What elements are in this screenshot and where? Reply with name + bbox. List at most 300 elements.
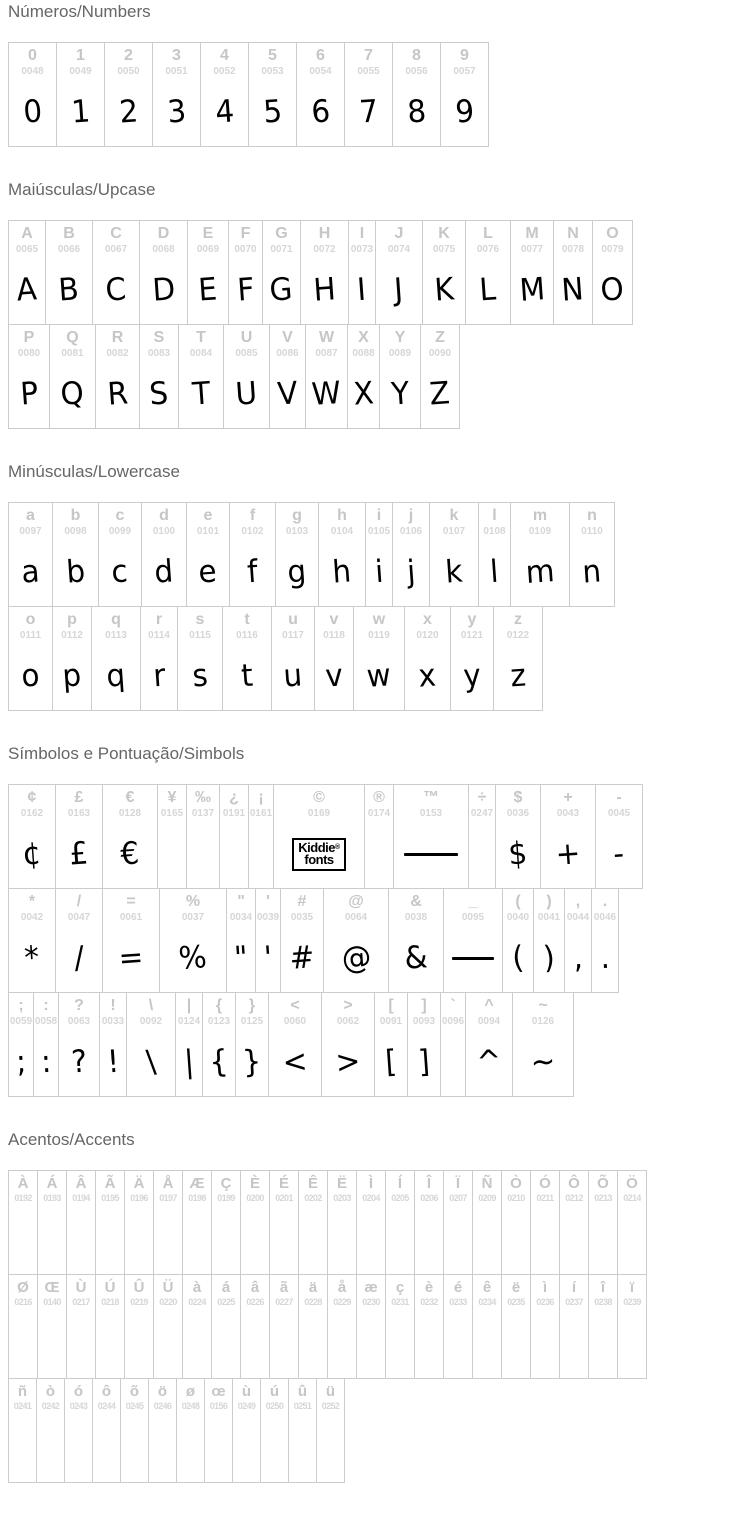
char-code: 0063 xyxy=(67,1016,91,1027)
char-code: 0239 xyxy=(623,1297,641,1307)
char-code: 0233 xyxy=(449,1297,467,1307)
glyph-row xyxy=(8,1274,730,1379)
char-label: | xyxy=(186,997,192,1014)
cell-head xyxy=(415,1275,443,1309)
char-code: 0056 xyxy=(405,66,428,77)
cell-head xyxy=(96,1171,124,1205)
cell-head xyxy=(408,993,440,1028)
glyph-area xyxy=(212,1205,240,1274)
cell-head xyxy=(205,1379,232,1413)
glyph-area xyxy=(415,1205,443,1274)
char-code: 0205 xyxy=(391,1193,409,1203)
char-code: 0124 xyxy=(177,1016,201,1027)
cell-head xyxy=(513,993,573,1028)
char-label: À xyxy=(17,1175,29,1192)
char-label: í xyxy=(571,1279,577,1296)
cell-head xyxy=(125,1171,153,1205)
glyph-character: \ xyxy=(144,1043,158,1080)
glyph-cell xyxy=(559,1170,589,1275)
char-code: 0112 xyxy=(61,630,83,641)
glyph-area xyxy=(366,538,392,606)
glyph-cell xyxy=(66,1274,96,1379)
char-code: 0220 xyxy=(159,1297,177,1307)
char-label: X xyxy=(358,329,369,346)
glyph-cell xyxy=(414,1274,444,1379)
char-code: 0069 xyxy=(196,244,220,255)
glyph-area xyxy=(224,360,269,428)
char-code: 0054 xyxy=(309,66,332,77)
char-code: 0237 xyxy=(565,1297,583,1307)
glyph-character: z xyxy=(508,657,527,694)
cell-head xyxy=(473,1171,501,1205)
char-label: B xyxy=(63,225,75,242)
glyph-row xyxy=(8,1378,730,1483)
glyph-character: w xyxy=(365,656,393,695)
cell-head xyxy=(263,221,300,256)
char-label: Ò xyxy=(510,1175,522,1192)
cell-head xyxy=(270,1171,298,1205)
cell-head xyxy=(67,1275,95,1309)
char-label: d xyxy=(159,507,169,524)
char-code: 0111 xyxy=(19,630,42,641)
char-code: 0241 xyxy=(13,1401,32,1411)
cell-head xyxy=(534,889,564,924)
char-code: 0236 xyxy=(536,1297,554,1307)
glyph-cell xyxy=(379,324,421,429)
glyph-area xyxy=(183,1309,211,1378)
glyph-cell xyxy=(152,42,201,147)
cell-head xyxy=(38,1171,66,1205)
glyph-area xyxy=(158,820,186,888)
char-code: 0203 xyxy=(333,1193,351,1203)
char-label: 5 xyxy=(268,47,277,64)
char-code: 0195 xyxy=(101,1193,119,1203)
glyph-character: F xyxy=(235,270,256,309)
char-code: 0059 xyxy=(9,1016,33,1027)
char-code: 0041 xyxy=(537,912,561,923)
char-label: = xyxy=(126,893,136,910)
glyph-area xyxy=(444,1309,472,1378)
glyph-area xyxy=(503,924,533,992)
char-code: 0072 xyxy=(313,244,336,255)
char-label: 9 xyxy=(460,47,469,64)
cell-head xyxy=(220,785,248,820)
char-label: Ø xyxy=(17,1279,29,1296)
char-label: 4 xyxy=(220,47,229,64)
char-label: € xyxy=(125,789,135,806)
glyph-cell xyxy=(104,42,153,147)
glyph-cell xyxy=(229,502,276,607)
glyph-character: L xyxy=(478,270,498,309)
cell-head xyxy=(565,889,591,924)
cell-head xyxy=(444,889,502,924)
cell-head xyxy=(227,889,255,924)
glyph-character: e xyxy=(197,552,219,591)
glyph-area xyxy=(272,642,314,710)
glyph-area xyxy=(405,642,450,710)
glyph-cell xyxy=(182,1170,212,1275)
glyph-area xyxy=(212,1309,240,1378)
glyph-area xyxy=(502,1309,530,1378)
glyph-character: } xyxy=(241,1042,263,1081)
glyph-cell xyxy=(177,606,223,711)
glyph-area xyxy=(142,538,186,606)
char-code: 0043 xyxy=(556,808,580,819)
glyph-cell xyxy=(440,992,466,1097)
char-code: 0090 xyxy=(428,348,452,359)
glyph-area xyxy=(154,1205,182,1274)
char-code: 0108 xyxy=(483,526,506,537)
glyph-character: Z xyxy=(428,374,452,413)
cell-head xyxy=(99,503,141,538)
cell-head xyxy=(473,1275,501,1309)
glyph-cell xyxy=(300,220,349,325)
char-code: 0212 xyxy=(565,1193,583,1203)
char-label: } xyxy=(248,997,256,1014)
char-code: 0033 xyxy=(101,1016,125,1027)
glyph-character: 2 xyxy=(117,92,140,131)
cell-head xyxy=(127,993,175,1028)
glyph-cell xyxy=(501,1170,531,1275)
char-code: 0051 xyxy=(165,66,188,77)
char-label: è xyxy=(424,1279,434,1296)
glyph-area xyxy=(297,78,344,146)
char-label: [ xyxy=(388,997,394,1014)
glyph-area xyxy=(93,1413,120,1482)
glyph-cell xyxy=(260,1378,289,1483)
char-label: P xyxy=(23,329,35,346)
char-code: 0174 xyxy=(367,808,391,819)
glyph-area xyxy=(153,78,200,146)
char-code: 0193 xyxy=(43,1193,61,1203)
glyph-character: y xyxy=(462,656,482,695)
glyph-cell xyxy=(153,1170,183,1275)
glyph-area xyxy=(592,924,618,992)
char-label: \ xyxy=(148,997,154,1014)
glyph-area xyxy=(349,256,375,324)
glyph-cell xyxy=(141,502,187,607)
cell-head xyxy=(306,325,347,360)
glyph-cell xyxy=(49,324,96,429)
char-code: 0117 xyxy=(282,630,304,641)
glyph-area xyxy=(389,924,443,992)
glyph-row xyxy=(8,502,730,607)
cell-head xyxy=(274,785,364,820)
glyph-cell xyxy=(323,888,389,993)
cell-head xyxy=(201,43,248,78)
char-label: å xyxy=(337,1279,347,1296)
glyph-cell xyxy=(414,1170,444,1275)
char-label: - xyxy=(616,789,622,806)
glyph-area xyxy=(263,256,300,324)
cell-head xyxy=(46,221,92,256)
glyph-cell xyxy=(533,888,565,993)
glyph-cell xyxy=(592,220,633,325)
char-label: Æ xyxy=(189,1175,205,1192)
char-code: 0087 xyxy=(315,348,338,359)
glyph-cell xyxy=(58,992,100,1097)
char-label: ó xyxy=(73,1383,84,1400)
char-label: Õ xyxy=(597,1175,609,1192)
glyph-area xyxy=(315,642,353,710)
char-label: + xyxy=(563,789,573,806)
char-label: ø xyxy=(185,1383,196,1400)
char-label: Ú xyxy=(104,1279,116,1296)
cell-head xyxy=(92,607,140,642)
glyph-cell xyxy=(8,784,56,889)
char-code: 0071 xyxy=(270,244,293,255)
cell-head xyxy=(34,993,58,1028)
glyph-character: D xyxy=(150,270,177,309)
glyph-area xyxy=(59,1028,99,1096)
glyph-cell xyxy=(37,1274,67,1379)
cell-head xyxy=(103,889,159,924)
char-label: S xyxy=(153,329,165,346)
glyph-area xyxy=(394,820,468,888)
char-label: i xyxy=(376,507,382,524)
char-label: a xyxy=(26,507,35,524)
glyph-cell xyxy=(288,1378,317,1483)
char-code: 0204 xyxy=(362,1193,380,1203)
char-code: 0042 xyxy=(20,912,44,923)
char-label: # xyxy=(297,893,307,910)
cell-head xyxy=(272,607,314,642)
glyph-cell xyxy=(95,1170,125,1275)
char-code: 0076 xyxy=(476,244,500,255)
glyph-area xyxy=(274,820,364,888)
glyph-cell xyxy=(269,1170,299,1275)
glyph-area xyxy=(53,642,91,710)
cell-head xyxy=(315,607,353,642)
glyph-area xyxy=(9,1205,37,1274)
char-code: 0055 xyxy=(357,66,380,77)
glyph-character: M xyxy=(518,270,546,309)
glyph-character: = xyxy=(117,938,145,977)
char-code: 0247 xyxy=(470,808,494,819)
kiddie-fonts-logo xyxy=(292,838,345,871)
char-label: ú xyxy=(269,1383,280,1400)
char-label: ( xyxy=(515,893,521,910)
char-code: 0122 xyxy=(506,630,530,641)
cell-head xyxy=(37,1379,64,1413)
char-label: M xyxy=(525,225,539,242)
char-label: ) xyxy=(546,893,552,910)
glyph-cell xyxy=(385,1170,415,1275)
char-label: y xyxy=(467,611,477,628)
char-label: k xyxy=(449,507,459,524)
cell-head xyxy=(241,1171,269,1205)
char-label: x xyxy=(423,611,432,628)
glyph-character: : xyxy=(39,1043,53,1080)
char-label: / xyxy=(76,893,82,910)
glyph-area xyxy=(92,642,140,710)
char-label: , xyxy=(575,893,581,910)
glyph-area xyxy=(140,256,187,324)
char-code: 0234 xyxy=(478,1297,496,1307)
section-2 xyxy=(8,462,730,711)
char-code: 0231 xyxy=(391,1297,409,1307)
char-label: c xyxy=(115,507,125,524)
glyph-character: 8 xyxy=(405,92,428,131)
cell-head xyxy=(9,325,49,360)
glyph-area xyxy=(511,256,553,324)
char-code: 0067 xyxy=(104,244,128,255)
cell-head xyxy=(380,325,420,360)
glyph-cell xyxy=(66,1170,96,1275)
cell-head xyxy=(393,43,440,78)
glyph-cell xyxy=(296,42,345,147)
char-code: 0210 xyxy=(507,1193,525,1203)
glyph-character: Y xyxy=(389,374,411,413)
char-label: Ê xyxy=(307,1175,318,1192)
glyph-area xyxy=(393,538,429,606)
cell-head xyxy=(241,1275,269,1309)
glyph-area xyxy=(205,1413,232,1482)
glyph-area xyxy=(502,1205,530,1274)
glyph-area xyxy=(375,1028,407,1096)
glyph-cell xyxy=(564,888,592,993)
char-code: 0099 xyxy=(108,526,132,537)
glyph-area xyxy=(596,820,642,888)
char-label: Ñ xyxy=(481,1175,493,1192)
cell-head xyxy=(261,1379,288,1413)
char-code: 0123 xyxy=(207,1016,231,1027)
glyph-cell xyxy=(271,606,315,711)
glyph-cell xyxy=(530,1274,560,1379)
cell-head xyxy=(441,993,465,1028)
glyph-character: u xyxy=(282,656,304,695)
glyph-cell xyxy=(617,1170,647,1275)
cell-head xyxy=(9,1171,37,1205)
glyph-cell xyxy=(200,42,249,147)
cell-head xyxy=(348,325,379,360)
cell-head xyxy=(469,785,495,820)
section-4 xyxy=(8,1130,730,1483)
cell-head xyxy=(236,993,268,1028)
glyph-row xyxy=(8,888,730,993)
glyph-character: ¢ xyxy=(21,834,43,873)
cell-head xyxy=(430,503,478,538)
glyph-area xyxy=(249,820,273,888)
glyph-cell xyxy=(472,1170,502,1275)
char-code: 0060 xyxy=(283,1016,307,1027)
glyph-cell xyxy=(8,606,53,711)
char-code: 0052 xyxy=(213,66,236,77)
glyph-area xyxy=(469,820,495,888)
glyph-character: ? xyxy=(69,1042,89,1081)
glyph-area xyxy=(187,538,229,606)
cell-head xyxy=(386,1171,414,1205)
glyph-character: > xyxy=(334,1042,362,1081)
char-code: 0128 xyxy=(118,808,142,819)
char-label: & xyxy=(410,893,422,910)
glyph-cell xyxy=(186,784,220,889)
cell-head xyxy=(59,993,99,1028)
glyph-character: ' xyxy=(262,939,274,976)
char-label: w xyxy=(372,611,386,628)
char-label: 6 xyxy=(316,47,325,64)
char-code: 0192 xyxy=(14,1193,32,1203)
glyph-cell xyxy=(316,1378,345,1483)
glyph-cell xyxy=(305,324,348,429)
glyph-character: K xyxy=(433,270,455,309)
cell-head xyxy=(103,785,157,820)
char-code: 0103 xyxy=(285,526,309,537)
char-code: 0137 xyxy=(191,808,215,819)
char-label: ¡ xyxy=(258,789,264,806)
glyph-area xyxy=(466,1028,512,1096)
char-label: ä xyxy=(308,1279,318,1296)
glyph-cell xyxy=(139,324,179,429)
glyph-character: r xyxy=(151,657,167,694)
char-code: 0075 xyxy=(432,244,456,255)
cell-head xyxy=(511,221,553,256)
cell-head xyxy=(596,785,642,820)
glyph-area xyxy=(357,1309,385,1378)
glyph-cell xyxy=(211,1170,241,1275)
cell-head xyxy=(589,1275,617,1309)
glyph-character: d xyxy=(153,552,175,591)
char-code: 0080 xyxy=(17,348,41,359)
char-label: ¢ xyxy=(27,789,37,806)
glyph-character: p xyxy=(61,656,83,695)
char-label: O xyxy=(606,225,619,242)
char-label: e xyxy=(203,507,213,524)
glyph-cell xyxy=(493,606,543,711)
line-glyph xyxy=(404,853,457,856)
glyph-area xyxy=(65,1413,92,1482)
glyph-area xyxy=(233,1413,260,1482)
glyph-character: q xyxy=(105,656,127,695)
glyph-character: ( xyxy=(510,939,525,976)
cell-head xyxy=(328,1275,356,1309)
glyph-area xyxy=(179,360,223,428)
cell-head xyxy=(554,221,592,256)
char-code: 0165 xyxy=(160,808,184,819)
glyph-area xyxy=(37,1413,64,1482)
glyph-character: & xyxy=(403,938,429,977)
glyph-area xyxy=(531,1309,559,1378)
glyph-cell xyxy=(126,992,176,1097)
glyph-cell xyxy=(120,1378,149,1483)
glyph-area xyxy=(140,360,178,428)
char-label: b xyxy=(70,507,81,524)
glyph-character: Q xyxy=(59,374,86,413)
char-label: ê xyxy=(482,1279,492,1296)
char-code: 0047 xyxy=(67,912,91,923)
char-code: 0098 xyxy=(64,526,87,537)
glyph-cell xyxy=(407,992,441,1097)
char-label: f xyxy=(249,507,256,524)
glyph-area xyxy=(441,78,488,146)
glyph-area xyxy=(9,642,52,710)
glyph-character: # xyxy=(288,938,316,977)
char-label: Ì xyxy=(368,1175,374,1192)
glyph-area xyxy=(534,924,564,992)
glyph-cell xyxy=(98,502,142,607)
cell-head xyxy=(496,785,540,820)
char-code: 0061 xyxy=(119,912,143,923)
char-label: U xyxy=(240,329,253,346)
cell-head xyxy=(154,1171,182,1205)
cell-head xyxy=(405,607,450,642)
glyph-cell xyxy=(298,1170,328,1275)
glyph-cell xyxy=(443,888,503,993)
glyph-area xyxy=(324,924,388,992)
glyph-character: @ xyxy=(340,938,372,977)
char-code: 0116 xyxy=(236,630,258,641)
glyph-character: B xyxy=(57,270,81,309)
